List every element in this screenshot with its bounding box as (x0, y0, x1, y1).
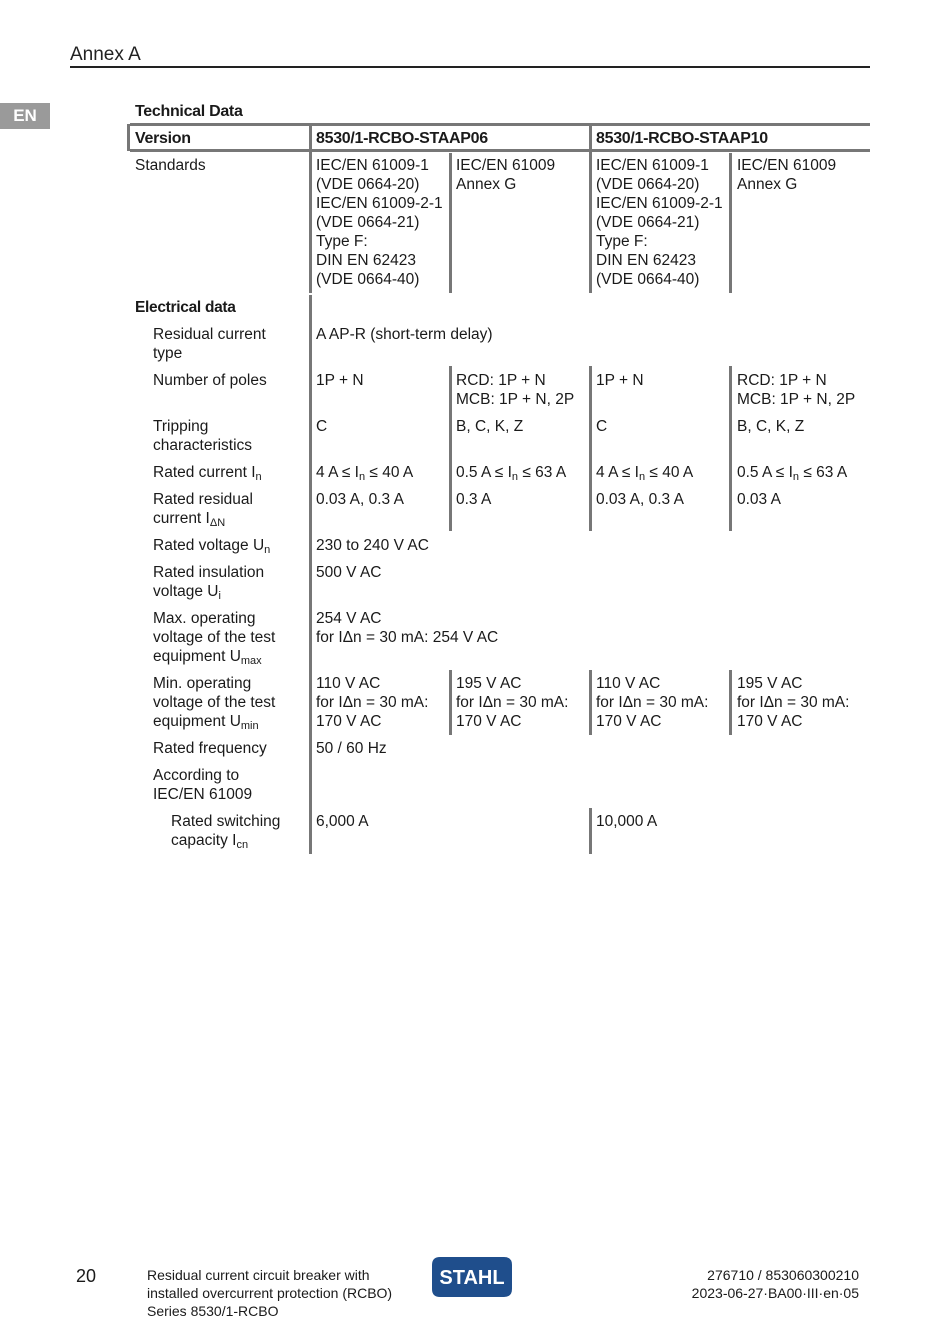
label-line: voltage of the test (153, 694, 276, 711)
rated-current-col-2 (456, 463, 566, 482)
rated-current-col-1 (316, 463, 413, 482)
min-op-col-1 (316, 674, 428, 731)
subscript: i (218, 590, 221, 602)
footer-reference (692, 1266, 859, 1302)
col-bar-4-poles (729, 366, 732, 531)
tripping-col-1: C (316, 418, 328, 435)
footer-description (147, 1266, 392, 1320)
subscript: min (240, 720, 259, 732)
poles-label: Number of poles (153, 372, 267, 389)
subscript: n (264, 544, 271, 556)
footer-line: 276710 / 853060300210 (707, 1267, 859, 1283)
rated-voltage-label (153, 536, 308, 555)
insulation-label (153, 563, 308, 601)
label-line (153, 712, 308, 731)
min-op-col-3 (596, 674, 708, 731)
value-line: for IΔn = 30 mA: (737, 694, 850, 711)
value-text: 0.5 A ≤ I (456, 464, 512, 481)
label-text: capacity I (171, 832, 237, 849)
standards-line: (VDE 0664-20) (596, 176, 700, 193)
standards-line: (VDE 0664-21) (316, 214, 420, 231)
value-text: ≤ 40 A (365, 464, 414, 481)
value-line: MCB: 1P + N, 2P (737, 391, 856, 408)
value-line: 195 V AC (456, 675, 522, 692)
rated-current-col-3 (596, 463, 693, 482)
label-line: Max. operating (153, 610, 256, 627)
value-line: RCD: 1P + N (737, 372, 827, 389)
col-bar-3 (589, 123, 592, 293)
standards-line: DIN EN 62423 (316, 252, 416, 269)
logo-text: STAHL (439, 1267, 505, 1289)
version-col-1: 8530/1-RCBO-STAAP06 (316, 130, 488, 147)
frequency-label: Rated frequency (153, 740, 267, 757)
residual-type-label (153, 325, 308, 363)
label-line: IEC/EN 61009 (153, 786, 253, 803)
subscript: n (255, 471, 262, 483)
table-header-rule (130, 149, 870, 152)
col-bar-1-electrical (309, 295, 312, 854)
footer-line: 2023-06-27·BA00·III·en·05 (691, 1285, 859, 1301)
col-bar-2 (449, 153, 452, 293)
electrical-data-title: Electrical data (135, 299, 236, 316)
min-op-col-2 (456, 674, 568, 731)
standards-line: Annex G (456, 176, 517, 193)
value-line: for IΔn = 30 mA: (456, 694, 569, 711)
footer-line: installed overcurrent protection (RCBO) (147, 1285, 393, 1301)
value-line: MCB: 1P + N, 2P (456, 391, 575, 408)
annex-title: Annex A (70, 44, 141, 65)
language-tab: EN (0, 103, 50, 129)
value-text: 4 A ≤ I (316, 464, 359, 481)
table-left-rule (127, 124, 130, 151)
frequency-value: 50 / 60 Hz (316, 740, 387, 757)
footer-line: Residual current circuit breaker with (147, 1267, 370, 1283)
col-bar-1 (309, 123, 312, 293)
rated-residual-label (153, 490, 308, 528)
stahl-logo (432, 1257, 512, 1297)
label-text: equipment U (153, 713, 241, 730)
standards-line: IEC/EN 61009 (737, 157, 837, 174)
tripping-col-4: B, C, K, Z (737, 418, 805, 435)
subscript: n (511, 471, 519, 483)
standards-line: IEC/EN 61009-2-1 (596, 195, 723, 212)
header-divider (70, 66, 870, 68)
rated-residual-col-1: 0.03 A, 0.3 A (316, 491, 404, 508)
subscript: n (638, 471, 646, 483)
standards-col-2 (456, 156, 555, 194)
label-line: Rated switching (171, 813, 281, 830)
value-line: for IΔn = 30 mA: (596, 694, 709, 711)
standards-line: IEC/EN 61009-1 (596, 157, 709, 174)
section-title: Technical Data (135, 103, 243, 120)
standards-line: IEC/EN 61009-1 (316, 157, 429, 174)
col-bar-2-minop (449, 670, 452, 735)
value-line: for IΔn = 30 mA: (316, 694, 429, 711)
col-bar-3-poles (589, 366, 592, 531)
page-number: 20 (76, 1266, 97, 1286)
value-text: 0.5 A ≤ I (737, 464, 793, 481)
rated-current-col-4 (737, 463, 847, 482)
poles-col-3: 1P + N (596, 372, 644, 389)
label-line (171, 831, 326, 850)
value-line: 195 V AC (737, 675, 803, 692)
value-text: ≤ 40 A (645, 464, 694, 481)
subscript: n (792, 471, 800, 483)
tripping-label (153, 417, 308, 455)
value-text: 4 A ≤ I (596, 464, 639, 481)
rated-residual-col-3: 0.03 A, 0.3 A (596, 491, 684, 508)
subscript: cn (236, 839, 249, 851)
footer-line: Series 8530/1-RCBO (147, 1303, 279, 1319)
max-op-label (153, 609, 308, 666)
version-header: Version (135, 130, 191, 147)
label-line: characteristics (153, 437, 253, 454)
standards-col-1 (316, 156, 443, 289)
switching-col-1: 6,000 A (316, 813, 369, 830)
switching-col-2: 10,000 A (596, 813, 658, 830)
col-bar-4-minop (729, 670, 732, 735)
min-op-label (153, 674, 308, 731)
col-bar-4 (729, 153, 732, 293)
value-line: 110 V AC (596, 675, 661, 692)
label-line: Tripping (153, 418, 209, 435)
table-top-rule (130, 123, 870, 126)
value-line: 170 V AC (456, 713, 522, 730)
max-op-value (316, 609, 498, 647)
label-line: voltage of the test (153, 629, 276, 646)
switching-label (171, 812, 326, 850)
label-line: According to (153, 767, 240, 784)
standards-line: IEC/EN 61009-2-1 (316, 195, 443, 212)
label-line: type (153, 345, 183, 362)
label-text: current I (153, 510, 210, 527)
label-line (153, 509, 308, 528)
rated-residual-col-4: 0.03 A (737, 491, 781, 508)
poles-col-2 (456, 371, 574, 409)
rated-current-label (153, 463, 308, 482)
poles-col-1: 1P + N (316, 372, 364, 389)
label-line: Rated insulation (153, 564, 265, 581)
residual-type-value: A AP-R (short-term delay) (316, 326, 493, 343)
standards-line: (VDE 0664-21) (596, 214, 700, 231)
poles-col-4 (737, 371, 855, 409)
col-bar-3-switching (589, 808, 592, 854)
standards-line: (VDE 0664-40) (596, 271, 700, 288)
label-text: Rated current I (153, 464, 256, 481)
according-label (153, 766, 308, 804)
standards-label: Standards (135, 157, 206, 174)
subscript: max (240, 655, 262, 667)
standards-col-3 (596, 156, 723, 289)
subscript: ΔN (209, 517, 226, 529)
standards-line: (VDE 0664-20) (316, 176, 420, 193)
standards-line: IEC/EN 61009 (456, 157, 556, 174)
value-line: 170 V AC (596, 713, 662, 730)
standards-line: Type F: (316, 233, 368, 250)
min-op-col-4 (737, 674, 849, 731)
label-line (153, 647, 308, 666)
label-text: Rated voltage U (153, 537, 265, 554)
value-line: 170 V AC (737, 713, 803, 730)
value-line: 254 V AC (316, 610, 382, 627)
subscript: n (358, 471, 366, 483)
value-line: RCD: 1P + N (456, 372, 546, 389)
col-bar-3-minop (589, 670, 592, 735)
label-line: Min. operating (153, 675, 252, 692)
label-text: equipment U (153, 648, 241, 665)
version-col-2: 8530/1-RCBO-STAAP10 (596, 130, 768, 147)
standards-line: (VDE 0664-40) (316, 271, 420, 288)
standards-line: DIN EN 62423 (596, 252, 696, 269)
value-line: 170 V AC (316, 713, 382, 730)
rated-voltage-value: 230 to 240 V AC (316, 537, 429, 554)
label-line (153, 582, 308, 601)
standards-line: Type F: (596, 233, 648, 250)
standards-line: Annex G (737, 176, 798, 193)
value-text: ≤ 63 A (799, 464, 848, 481)
value-text: ≤ 63 A (518, 464, 567, 481)
rated-residual-col-2: 0.3 A (456, 491, 492, 508)
tripping-col-3: C (596, 418, 608, 435)
value-line: 110 V AC (316, 675, 381, 692)
col-bar-2-poles (449, 366, 452, 531)
tripping-col-2: B, C, K, Z (456, 418, 524, 435)
insulation-value: 500 V AC (316, 564, 382, 581)
standards-col-4 (737, 156, 836, 194)
label-line: Residual current (153, 326, 266, 343)
label-text: voltage U (153, 583, 219, 600)
value-line: for IΔn = 30 mA: 254 V AC (316, 629, 499, 646)
label-line: Rated residual (153, 491, 253, 508)
